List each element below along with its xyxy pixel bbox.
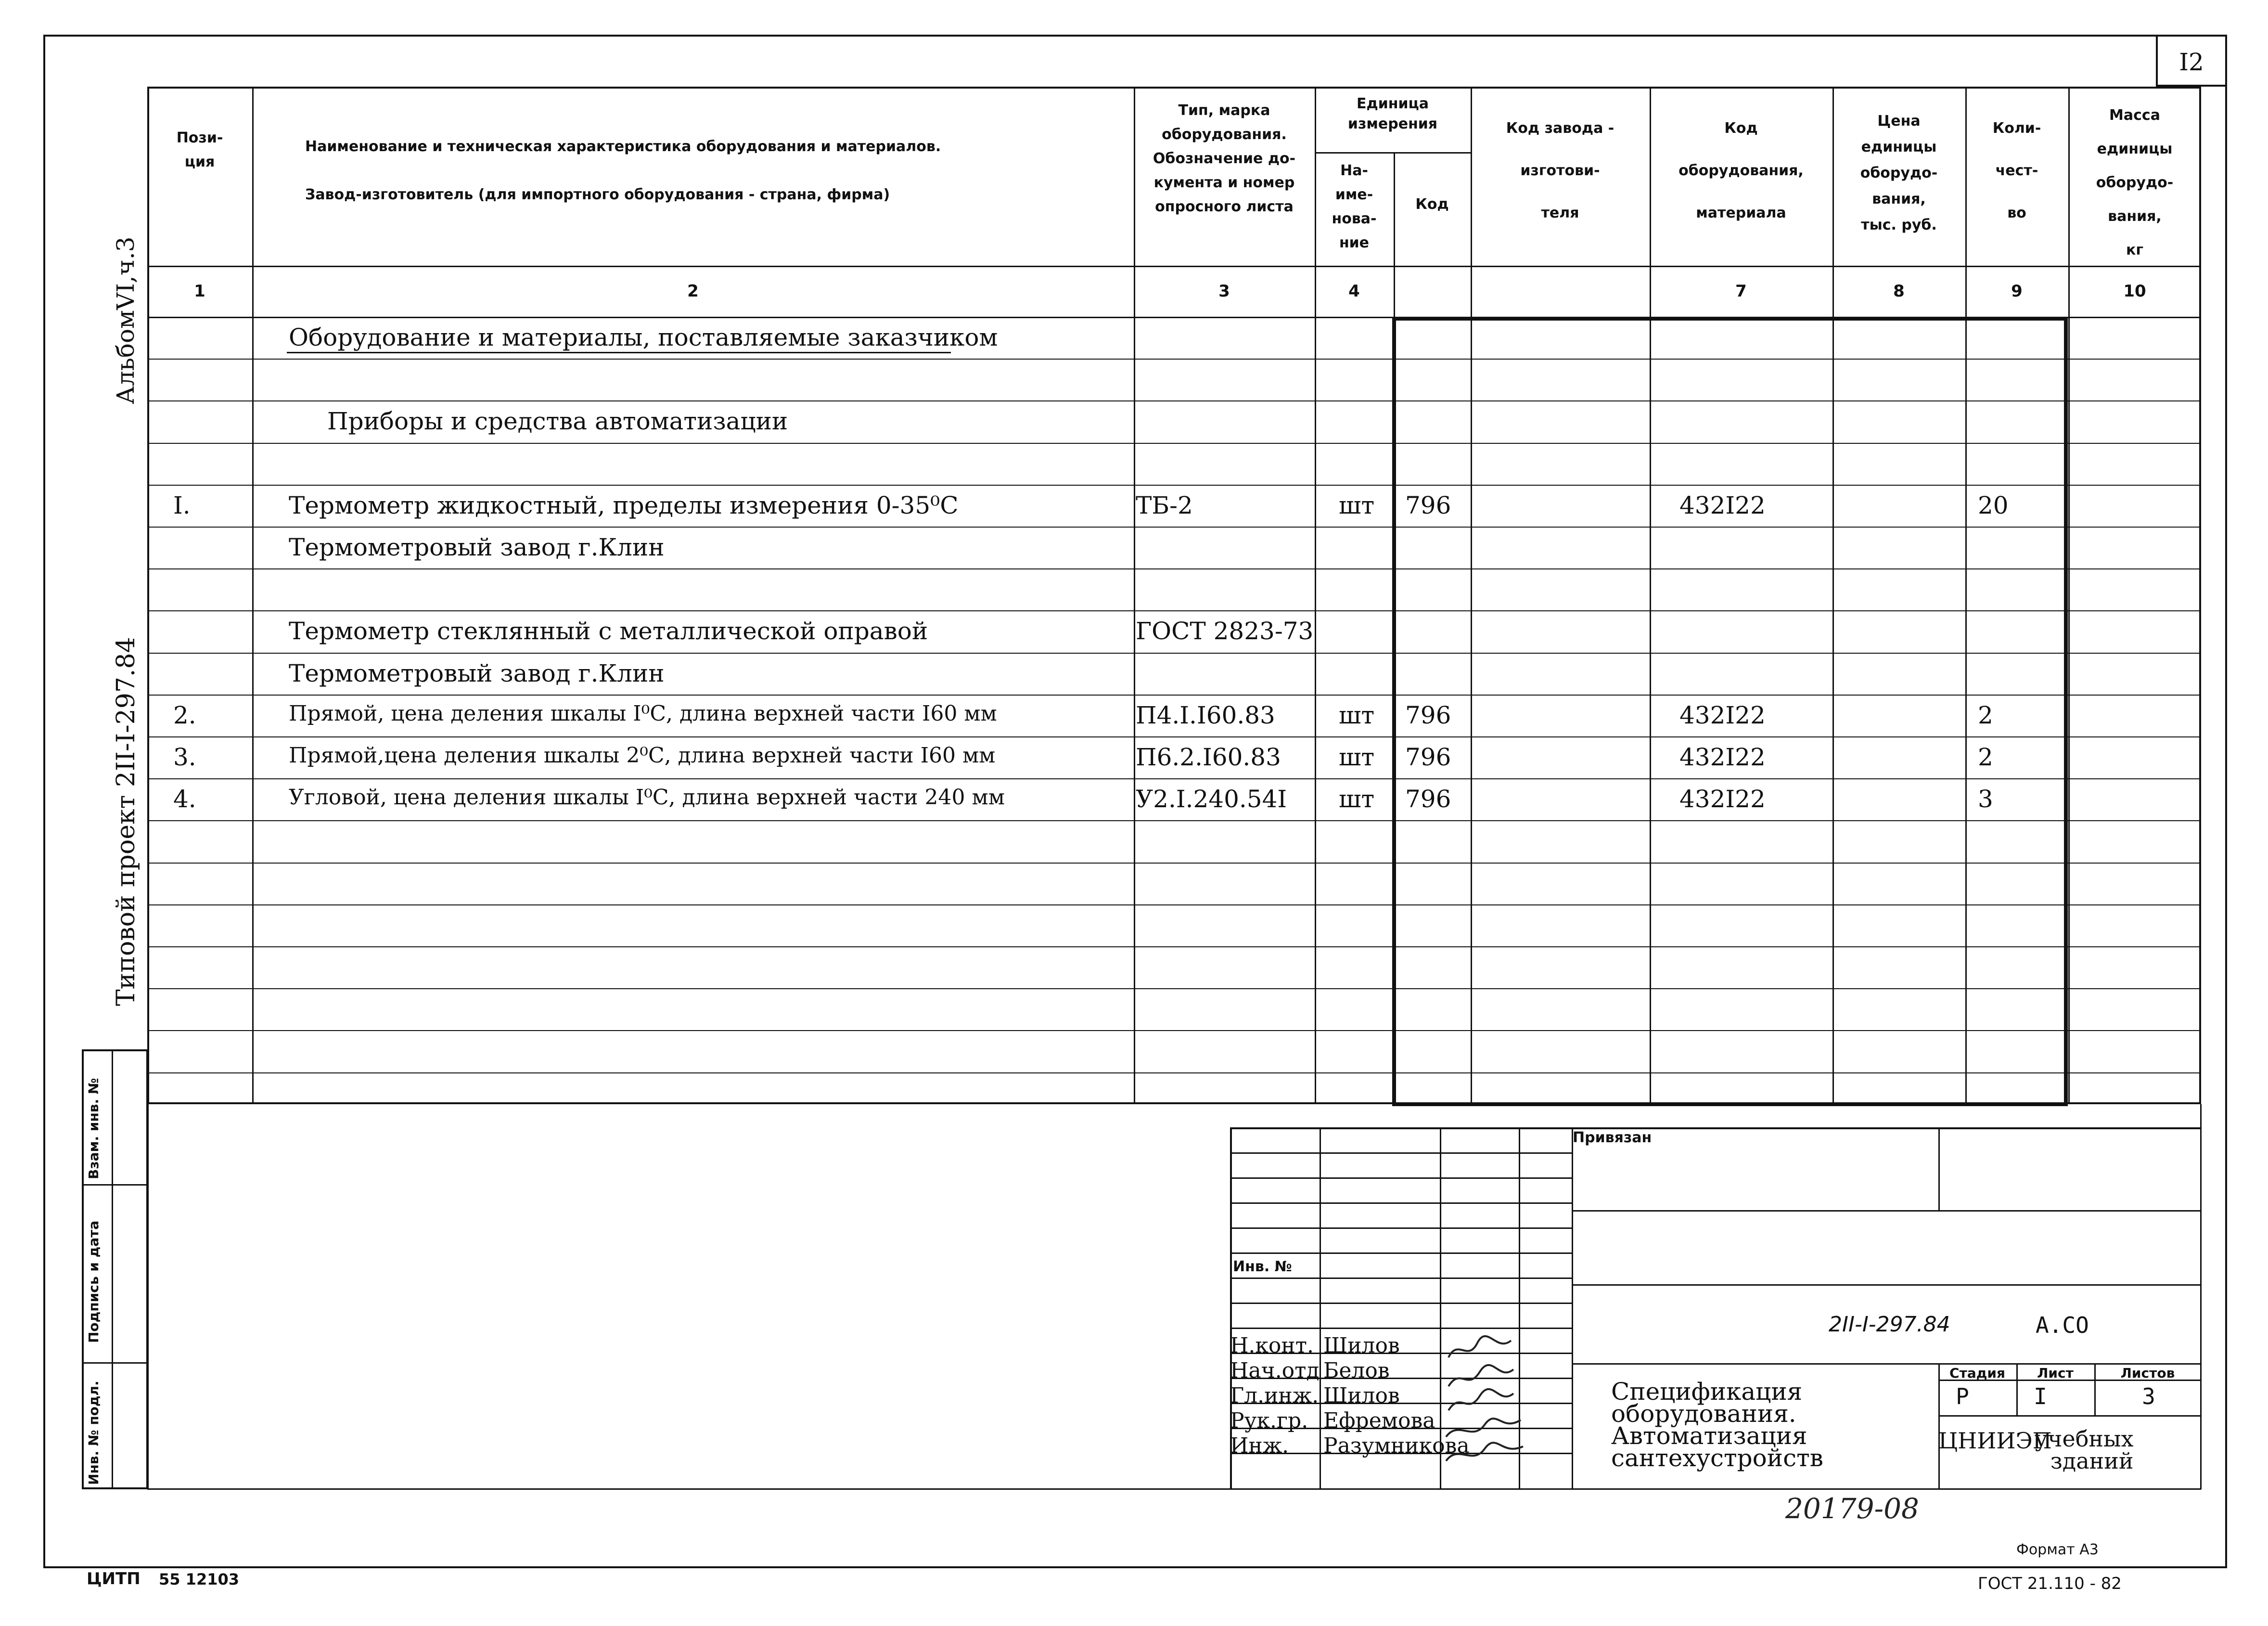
header-price: Цена единицы оборудо- вания, тыс. руб.: [1860, 113, 1938, 233]
role-label: Инж.: [1230, 1433, 1289, 1458]
cell-unit: шт: [1339, 701, 1375, 729]
header-equip-code: Код оборудования, материала: [1679, 120, 1804, 221]
tb-line: [1572, 1284, 2201, 1286]
cell-equip-code: 432I22: [1679, 701, 1766, 729]
cell-qty: 2: [1978, 701, 1993, 729]
header-unit-name: На- име- нова- ние: [1332, 162, 1377, 251]
sheets-value: 3: [2142, 1383, 2155, 1409]
role-person: Ефремова: [1323, 1408, 1435, 1433]
org-name: ЦНИИЭП: [1938, 1428, 2052, 1454]
cell-type: ГОСТ 2823-73: [1136, 617, 1314, 645]
tb-line: [1230, 1202, 1572, 1204]
sheet-label: Лист: [2037, 1365, 2074, 1381]
header-type: Тип, марка оборудования. Обозначение до- кумента и номер опросного листа: [1153, 102, 1296, 215]
cell-position: 3.: [173, 743, 196, 771]
tb-line: [1938, 1415, 2201, 1417]
tb-line: [1230, 1177, 1572, 1179]
sheet-value: I: [2034, 1383, 2047, 1409]
org-detail-line: учебных: [2035, 1426, 2134, 1452]
cell-unit: шт: [1339, 491, 1375, 519]
colnum-1: 1: [194, 282, 205, 301]
cell-unit-code: 796: [1405, 701, 1451, 729]
header-mass: Масса единицы оборудо- вания, кг: [2096, 107, 2174, 258]
colnum-3: 3: [1218, 282, 1230, 301]
description-line: сантехустройств: [1611, 1444, 1823, 1472]
doc-suffix: А.СО: [2036, 1312, 2089, 1338]
header-qty: Коли- чест- во: [1992, 120, 2041, 221]
doc-code: 2II-I-297.84: [1829, 1312, 1950, 1337]
role-person: Разумникова: [1323, 1433, 1470, 1458]
header-factory-code: Код завода - изготови- теля: [1506, 120, 1615, 221]
stage-label: Стадия: [1949, 1365, 2005, 1381]
cell-unit-code: 796: [1405, 785, 1451, 813]
role-label: Гл.инж.: [1230, 1383, 1319, 1408]
album-label: АльбомVI,ч.3: [112, 236, 140, 404]
tb-line: [1572, 1127, 1573, 1489]
cell-equip-code: 432I22: [1679, 491, 1766, 519]
cell-unit: шт: [1339, 743, 1375, 771]
tb-line: [1572, 1363, 2201, 1365]
colnum-8: 8: [1893, 282, 1905, 301]
cell-name: Приборы и средства автоматизации: [327, 407, 788, 435]
inv-label: Инв. №: [1233, 1258, 1292, 1275]
heading-underline: [287, 352, 951, 353]
role-person: Белов: [1323, 1358, 1390, 1383]
tb-line: [1320, 1127, 1321, 1489]
cell-name: Прямой, цена деления шкалы I⁰С, длина верхней части I60 мм: [289, 701, 997, 726]
cell-type: П6.2.I60.83: [1136, 743, 1281, 771]
project-label: Типовой проект 2II-I-297.84: [112, 637, 141, 1006]
org-detail: [2035, 1428, 2134, 1472]
header-position: Пози- ция: [176, 129, 223, 170]
archive-number: 20179-08: [1785, 1492, 1919, 1525]
cell-name: Угловой, цена деления шкалы I⁰С, длина верхней части 240 мм: [289, 785, 1005, 810]
stamp-label-replace: Взам. инв. №: [86, 1078, 102, 1179]
citp-label: ЦИТП: [87, 1569, 141, 1588]
cell-name: Термометр жидкостный, пределы измерения 0-35⁰С: [289, 491, 959, 519]
format-label: Формат А3: [2016, 1541, 2099, 1558]
privyazan-label: Привязан: [1573, 1129, 1652, 1146]
stage-value: Р: [1956, 1383, 1969, 1409]
header-name: Наименование и техническая характеристика оборудования и материалов. Завод-изготовитель (для импортного оборудования - страна, фирма): [305, 138, 941, 203]
tb-line: [1230, 1152, 1572, 1154]
cell-equip-code: 432I22: [1679, 743, 1766, 771]
cell-unit-code: 796: [1405, 491, 1451, 519]
cell-position: I.: [173, 491, 191, 519]
tb-line: [1230, 1252, 1572, 1254]
tb-line: [1230, 1303, 1572, 1304]
role-person: Шилов: [1323, 1333, 1400, 1358]
role-label: Н.конт.: [1230, 1333, 1314, 1358]
description-line: Автоматизация: [1611, 1422, 1807, 1450]
colnum-2: 2: [687, 282, 699, 301]
stamp-label-inv: Инв. № подл.: [86, 1381, 102, 1485]
description-line: оборудования.: [1611, 1400, 1796, 1428]
cell-position: 4.: [173, 785, 196, 813]
tb-line: [1938, 1363, 1940, 1489]
stamp-label-sign: Подпись и дата: [86, 1220, 102, 1343]
tb-line: [1230, 1328, 1572, 1329]
cell-name: Термометровый завод г.Клин: [289, 659, 665, 687]
description-line: Спецификация: [1611, 1378, 1803, 1406]
role-label: Нач.отд: [1230, 1358, 1320, 1383]
cell-name: Прямой,цена деления шкалы 2⁰С, длина верхней части I60 мм: [289, 743, 996, 768]
header-unit: Единица измерения: [1347, 95, 1438, 132]
role-label: Рук.гр.: [1230, 1408, 1308, 1433]
signatures: [1439, 1333, 1530, 1478]
colnum-4: 4: [1348, 282, 1360, 301]
gost-label: ГОСТ 21.110 - 82: [1978, 1574, 2122, 1593]
cell-qty: 20: [1978, 491, 2009, 519]
tb-line: [1230, 1278, 1572, 1279]
cell-qty: 2: [1978, 743, 1993, 771]
colnum-7: 7: [1735, 282, 1747, 301]
cell-type: ТБ-2: [1136, 491, 1193, 519]
cell-unit: шт: [1339, 785, 1375, 813]
cell-name: Оборудование и материалы, поставляемые заказчиком: [289, 323, 998, 351]
org-detail-line: зданий: [2050, 1448, 2134, 1474]
cell-type: У2.I.240.54I: [1136, 785, 1287, 813]
cell-name: Термометр стеклянный с металлической оправой: [289, 617, 928, 645]
cell-type: П4.I.I60.83: [1136, 701, 1275, 729]
cell-position: 2.: [173, 701, 196, 729]
cell-qty: 3: [1978, 785, 1993, 813]
sheet-number: I2: [2179, 48, 2204, 76]
role-person: Шилов: [1323, 1383, 1400, 1408]
tb-line: [1938, 1127, 1940, 1210]
colnum-10: 10: [2123, 282, 2146, 301]
tb-line: [1572, 1210, 2201, 1212]
cell-equip-code: 432I22: [1679, 785, 1766, 813]
sheets-label: Листов: [2120, 1365, 2175, 1381]
cell-unit-code: 796: [1405, 743, 1451, 771]
header-unit-code: Код: [1415, 196, 1449, 213]
tb-line: [1230, 1227, 1572, 1229]
colnum-9: 9: [2011, 282, 2023, 301]
description: [1611, 1378, 1823, 1472]
citp-number: 55 12103: [159, 1570, 239, 1588]
cell-name: Термометровый завод г.Клин: [289, 533, 665, 561]
